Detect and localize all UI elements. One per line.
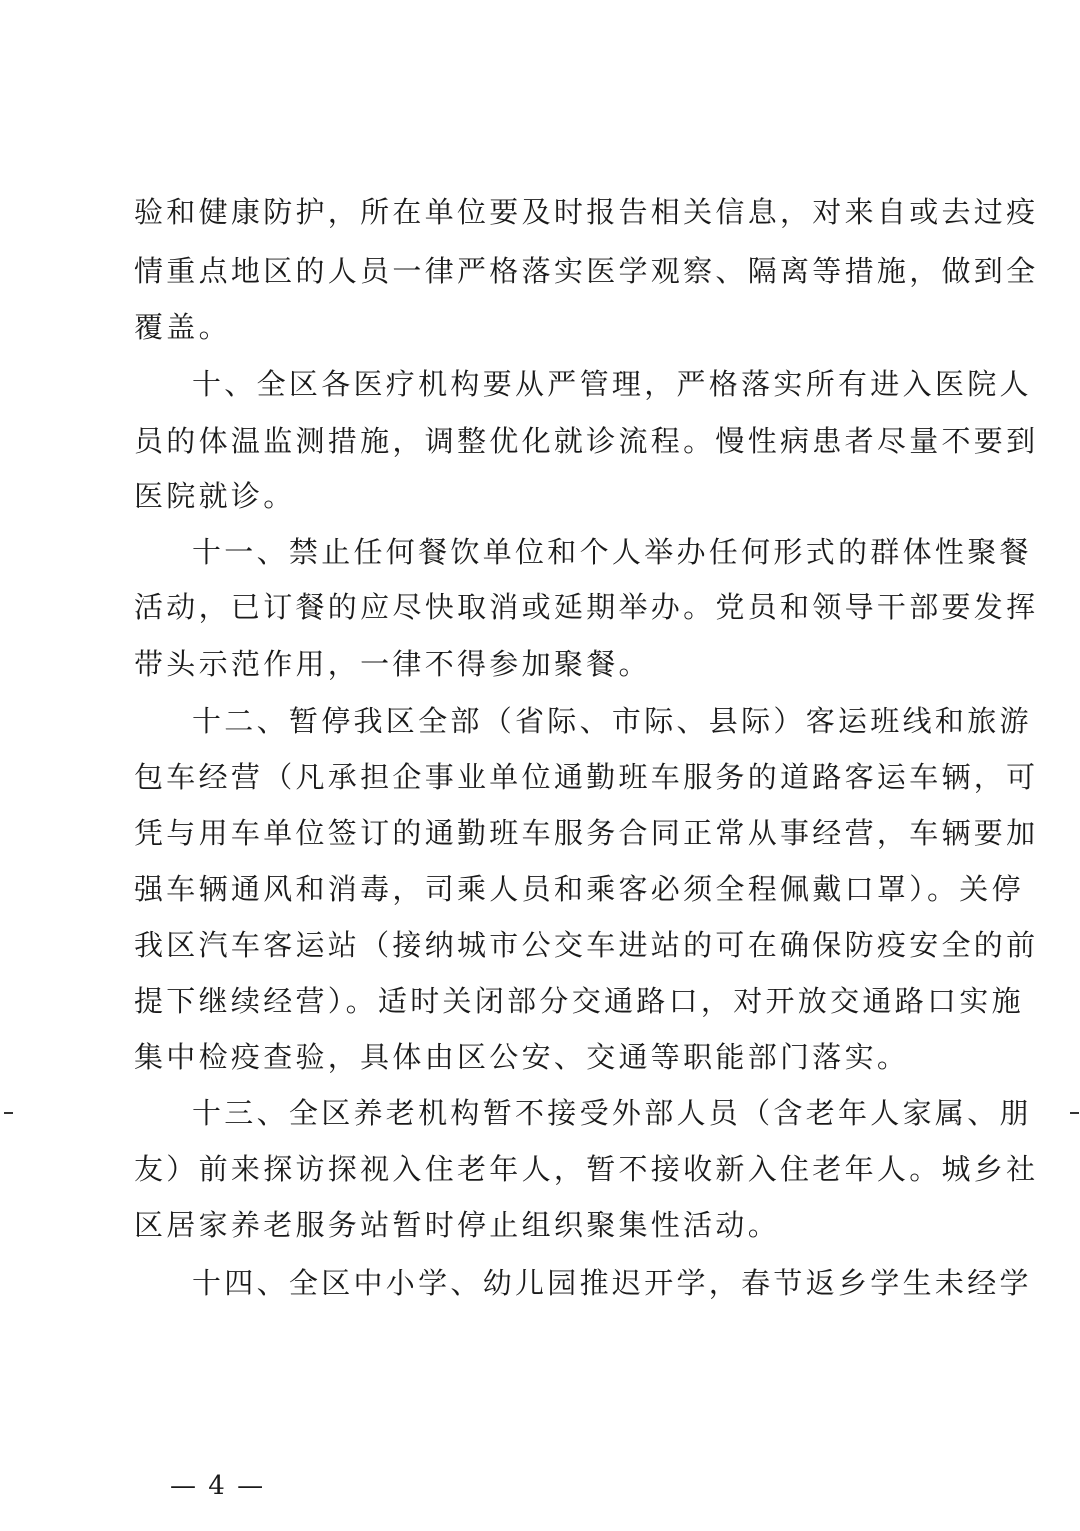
paragraph-first-line: 十、全区各医疗机构要从严管理，严格落实所有进入医院人 (192, 367, 1032, 401)
text-line: 包车经营（凡承担企事业单位通勤班车服务的道路客运车辆，可 (134, 760, 1039, 794)
text-line: 员的体温监测措施，调整优化就诊流程。慢性病患者尽量不要到 (134, 424, 1039, 458)
text-line: 友）前来探访探视入住老年人，暂不接收新入住老年人。城乡社 (134, 1152, 1039, 1186)
text-line: 凭与用车单位签订的通勤班车服务合同正常从事经营，车辆要加 (134, 816, 1039, 850)
text-line: 覆盖。 (134, 310, 231, 344)
text-line: 情重点地区的人员一律严格落实医学观察、隔离等措施，做到全 (134, 254, 1039, 288)
paragraph-first-line: 十四、全区中小学、幼儿园推迟开学，春节返乡学生未经学 (192, 1266, 1032, 1300)
text-line: 活动，已订餐的应尽快取消或延期举办。党员和领导干部要发挥 (134, 590, 1039, 624)
text-line: 强车辆通风和消毒，司乘人员和乘客必须全程佩戴口罩）。关停 (134, 872, 1024, 906)
text-line: 区居家养老服务站暂时停止组织聚集性活动。 (134, 1208, 781, 1242)
paragraph-first-line: 十三、全区养老机构暂不接受外部人员（含老年人家属、朋 (192, 1096, 1032, 1130)
right-edge-mark (1070, 1112, 1079, 1114)
text-line: 带头示范作用，一律不得参加聚餐。 (134, 647, 651, 681)
left-edge-mark (4, 1112, 13, 1114)
page-number: — 4 — (170, 1471, 266, 1501)
text-line: 我区汽车客运站（接纳城市公交车进站的可在确保防疫安全的前 (134, 928, 1039, 962)
text-line: 集中检疫查验，具体由区公安、交通等职能部门落实。 (134, 1040, 910, 1074)
text-line: 医院就诊。 (134, 479, 296, 513)
text-line: 提下继续经营）。适时关闭部分交通路口，对开放交通路口实施 (134, 984, 1024, 1018)
text-line: 验和健康防护，所在单位要及时报告相关信息，对来自或去过疫 (134, 195, 1039, 229)
paragraph-first-line: 十一、禁止任何餐饮单位和个人举办任何形式的群体性聚餐 (192, 535, 1032, 569)
paragraph-first-line: 十二、暂停我区全部（省际、市际、县际）客运班线和旅游 (192, 704, 1032, 738)
